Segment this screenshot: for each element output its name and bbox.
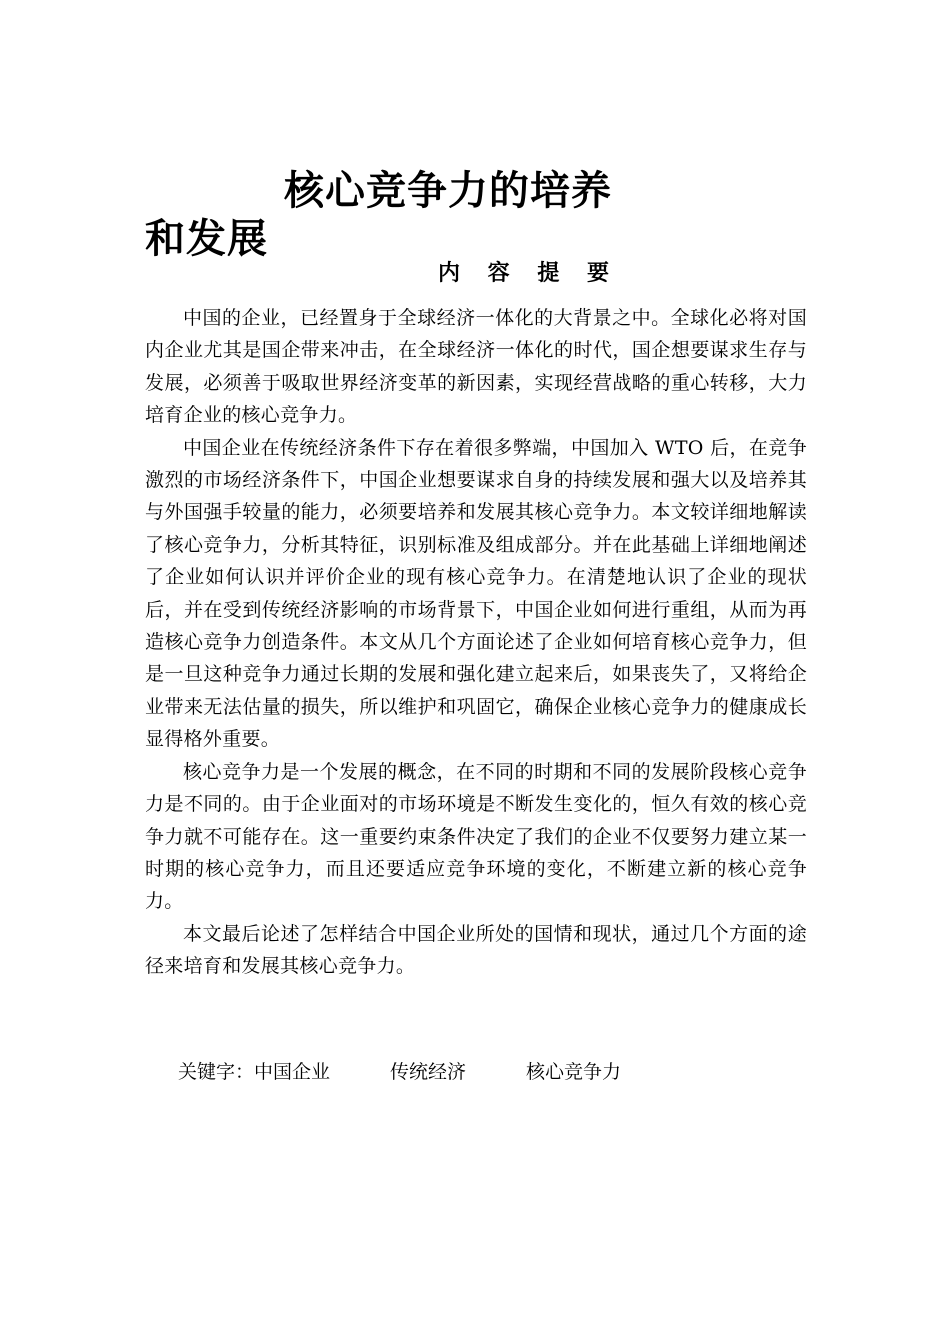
keyword-item: 传统经济 xyxy=(390,1061,467,1083)
keyword-item: 核心竞争力 xyxy=(526,1061,622,1083)
abstract-paragraph-2: 中国企业在传统经济条件下存在着很多弊端，中国加入 WTO 后，在竞争激烈的市场经济条件下，中国企业想要谋求自身的持续发展和强大以及培养其与外国强手较量的能力，必须要培养和发展其核心竞争力。本文较详细地解读了核心竞争力，分析其特征，识别标准及组成部分。并在此基础上详细地阐述了企业如何认识并评价企业的现有核心竞争力。在清楚地认识了企业的现状后，并在受到传统经济影响的市场背景下，中国企业如何进行重组，从而为再造核心竞争力创造条件。本文从几个方面论述了企业如何培育核心竞争力，但是一旦这种竞争力通过长期的发展和强化建立起来后，如果丧失了，又将给企业带来无法估量的损失，所以维护和巩固它，确保企业核心竞争力的健康成长显得格外重要。 xyxy=(145,436,807,751)
document-title-line-2: 和发展 xyxy=(145,216,268,262)
abstract-paragraph-4: 本文最后论述了怎样结合中国企业所处的国情和现状，通过几个方面的途径来培育和发展其核心竞争力。 xyxy=(145,922,807,978)
abstract-paragraph-3: 核心竞争力是一个发展的概念，在不同的时期和不同的发展阶段核心竞争力是不同的。由于企业面对的市场环境是不断发生变化的，恒久有效的核心竞争力就不可能存在。这一重要约束条件决定了我们的企业不仅要努力建立某一时期的核心竞争力，而且还要适应竞争环境的变化，不断建立新的核心竞争力。 xyxy=(145,760,807,913)
abstract-paragraph-1: 中国的企业，已经置身于全球经济一体化的大背景之中。全球化必将对国内企业尤其是国企带来冲击，在全球经济一体化的时代，国企想要谋求生存与发展，必须善于吸取世界经济变革的新因素，实现经营战略的重心转移，大力培育企业的核心竞争力。 xyxy=(145,307,807,427)
keywords-label: 关键字： xyxy=(178,1061,255,1083)
keyword-item: 中国企业 xyxy=(254,1061,331,1083)
abstract-body xyxy=(145,302,807,983)
keywords-line xyxy=(178,1056,621,1088)
abstract-heading: 内 容 提 要 xyxy=(438,261,619,286)
document-title-line-1: 核心竞争力的培养 xyxy=(284,168,612,214)
